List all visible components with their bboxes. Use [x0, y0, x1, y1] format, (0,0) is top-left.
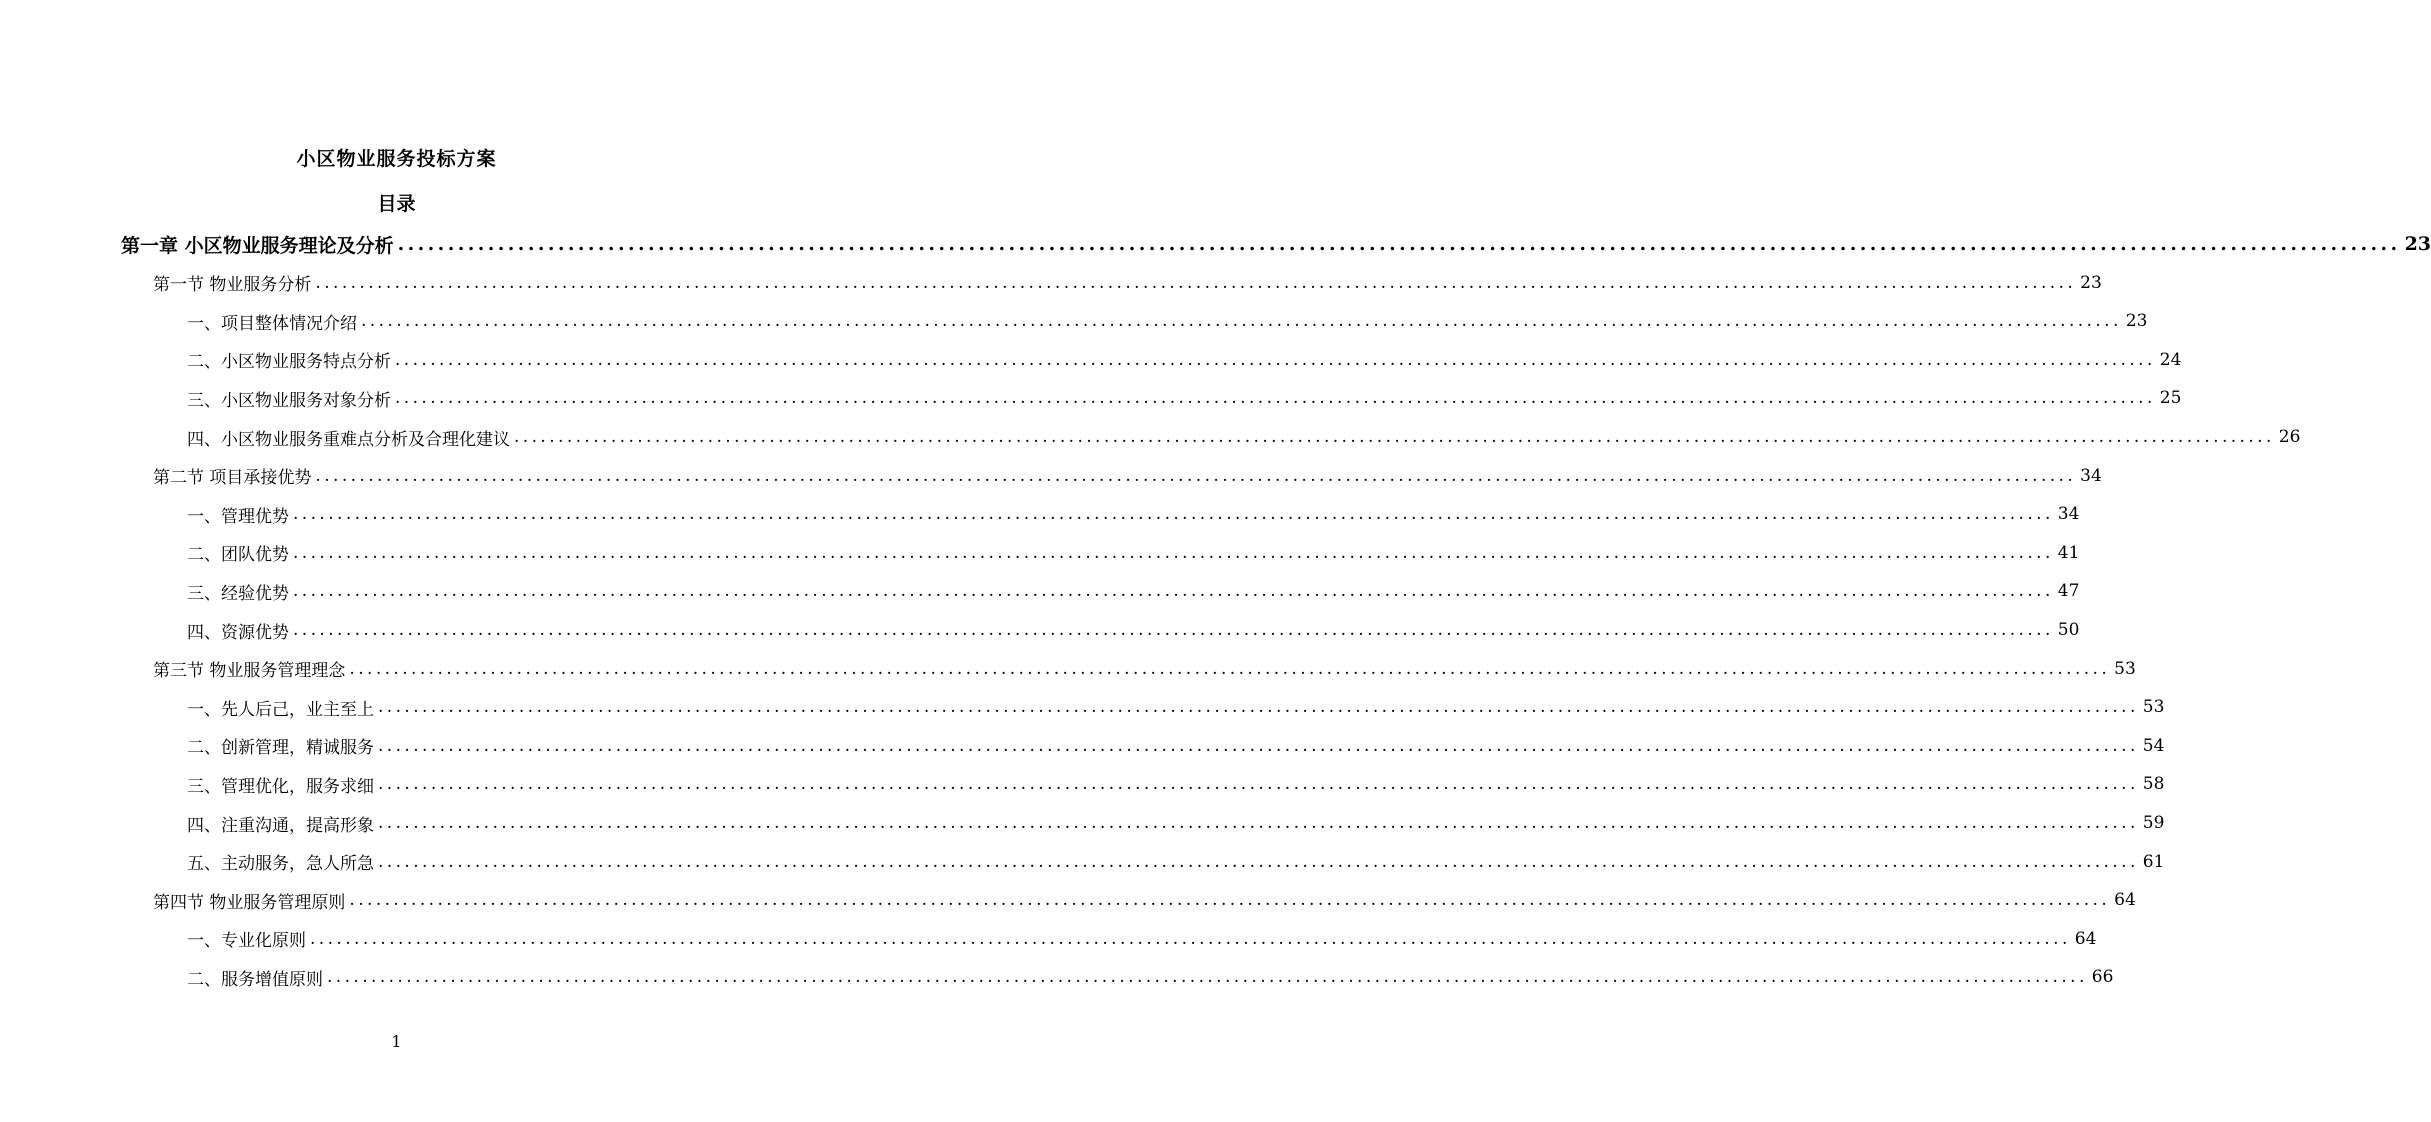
toc-entry-title: 三、经验优势	[187, 583, 289, 604]
toc-entry-page: 25	[2159, 388, 2182, 409]
toc-entry[interactable]	[121, 227, 2431, 261]
document-title: 小区物业服务投标方案	[296, 148, 497, 170]
toc-entry[interactable]	[187, 767, 2165, 801]
toc-leader-dots: ........................................................................................................................................................................................................	[349, 890, 2111, 911]
toc-entry[interactable]	[153, 459, 2102, 493]
toc-entry-page: 53	[2114, 658, 2136, 679]
toc-entry-page: 64	[2114, 890, 2136, 911]
toc-entry-page: 64	[2074, 928, 2097, 949]
toc-entry[interactable]	[187, 845, 2165, 879]
toc-entry-title: 一、管理优势	[187, 506, 289, 527]
toc-entry[interactable]	[187, 420, 2301, 454]
toc-entry-title: 第一节 物业服务分析	[153, 275, 312, 296]
toc-entry-title: 二、小区物业服务特点分析	[187, 352, 391, 373]
toc-entry-title: 三、管理优化，服务求细	[187, 776, 374, 797]
toc-entry[interactable]	[187, 922, 2097, 956]
toc-entry-title: 一、专业化原则	[187, 931, 306, 952]
toc-entry[interactable]	[187, 729, 2165, 763]
toc-leader-dots: ........................................................................................................................................................................................................	[378, 735, 2139, 756]
toc-entry[interactable]	[187, 381, 2182, 415]
toc-leader-dots: ........................................................................................................................................................................................................	[315, 465, 2077, 486]
toc-heading: 目录	[377, 193, 416, 215]
toc-entry-title: 第二节 项目承接优势	[153, 468, 312, 489]
toc-entry-title: 三、小区物业服务对象分析	[187, 390, 391, 411]
toc-entry-title: 四、小区物业服务重难点分析及合理化建议	[187, 429, 510, 450]
toc-entry-page: 24	[2159, 349, 2182, 370]
toc-entry-page: 23	[2080, 272, 2102, 293]
toc-entry-page: 23	[2125, 311, 2148, 332]
toc-entry[interactable]	[187, 806, 2165, 840]
toc-entry[interactable]	[153, 266, 2102, 300]
toc-entry-title: 第三节 物业服务管理理念	[153, 661, 346, 682]
toc-entry-title: 四、资源优势	[187, 622, 289, 643]
toc-entry[interactable]	[187, 574, 2080, 608]
toc-leader-dots: ........................................................................................................................................................................................................	[514, 427, 2275, 447]
toc-entry-page: 34	[2057, 504, 2080, 525]
toc-entry-page: 23	[2404, 233, 2431, 255]
toc-entry[interactable]	[153, 652, 2136, 686]
toc-leader-dots: ........................................................................................................................................................................................................	[293, 620, 2054, 640]
toc-leader-dots: ........................................................................................................................................................................................................	[327, 967, 2088, 988]
toc-entry[interactable]	[187, 536, 2080, 570]
toc-entry-title: 一、先人后己，业主至上	[187, 699, 374, 720]
toc-entry-title: 二、团队优势	[187, 545, 289, 566]
toc-entry-page: 54	[2142, 735, 2165, 756]
toc-entry[interactable]	[187, 497, 2080, 531]
toc-leader-dots: ........................................................................................................................................................................................................	[349, 658, 2111, 679]
toc-entry-title: 二、服务增值原则	[187, 969, 323, 990]
toc-leader-dots: ........................................................................................................................................................................................................	[293, 504, 2054, 525]
toc-entry[interactable]	[187, 304, 2148, 338]
toc-leader-dots: ........................................................................................................................................................................................................	[293, 581, 2054, 602]
toc-leader-dots: ........................................................................................................................................................................................................	[378, 851, 2139, 872]
toc-leader-dots: ........................................................................................................................................................................................................	[378, 774, 2139, 795]
toc-entry-page: 26	[2278, 427, 2301, 447]
toc-entry-title: 四、注重沟通，提高形象	[187, 815, 374, 836]
toc-entry[interactable]	[153, 883, 2136, 917]
toc-entry-title: 二、创新管理，精诚服务	[187, 738, 374, 759]
toc-leader-dots: ........................................................................................................................................................................................................	[395, 349, 2156, 370]
toc-entry-page: 41	[2057, 542, 2080, 563]
toc-leader-dots: ........................................................................................................................................................................................................	[293, 542, 2054, 563]
toc-entry[interactable]	[187, 343, 2182, 377]
toc-entry[interactable]	[187, 960, 2114, 994]
toc-entry-page: 61	[2142, 851, 2165, 872]
page-number: 1	[391, 1032, 402, 1051]
toc-leader-dots: ........................................................................................................................................................................................................	[395, 388, 2156, 409]
toc-entry-page: 66	[2091, 967, 2114, 988]
toc-leader-dots: ........................................................................................................................................................................................................	[378, 697, 2139, 718]
toc-entry-page: 34	[2080, 465, 2102, 486]
toc-entry-page: 59	[2142, 813, 2165, 833]
toc-entry-title: 一、项目整体情况介绍	[187, 313, 357, 334]
toc-leader-dots: ........................................................................................................................................................................................................	[315, 272, 2077, 293]
toc-leader-dots: ........................................................................................................................................................................................................	[378, 813, 2139, 833]
toc-entry-title: 五、主动服务，急人所急	[187, 854, 374, 875]
toc-leader-dots: ........................................................................................................................................................................................................	[361, 311, 2122, 332]
toc-entry-page: 58	[2142, 774, 2165, 795]
toc-leader-dots: ........................................................................................................................................................................................................	[397, 233, 2401, 255]
toc-entry[interactable]	[187, 613, 2080, 647]
toc-entry-title: 第四节 物业服务管理原则	[153, 892, 346, 913]
toc-entry-page: 47	[2057, 581, 2080, 602]
toc-leader-dots: ........................................................................................................................................................................................................	[310, 928, 2071, 949]
toc-entry-page: 50	[2057, 620, 2080, 640]
toc-entry-page: 53	[2142, 697, 2165, 718]
toc-entry-title: 第一章 小区物业服务理论及分析	[121, 234, 394, 257]
toc-entry[interactable]	[187, 690, 2165, 724]
